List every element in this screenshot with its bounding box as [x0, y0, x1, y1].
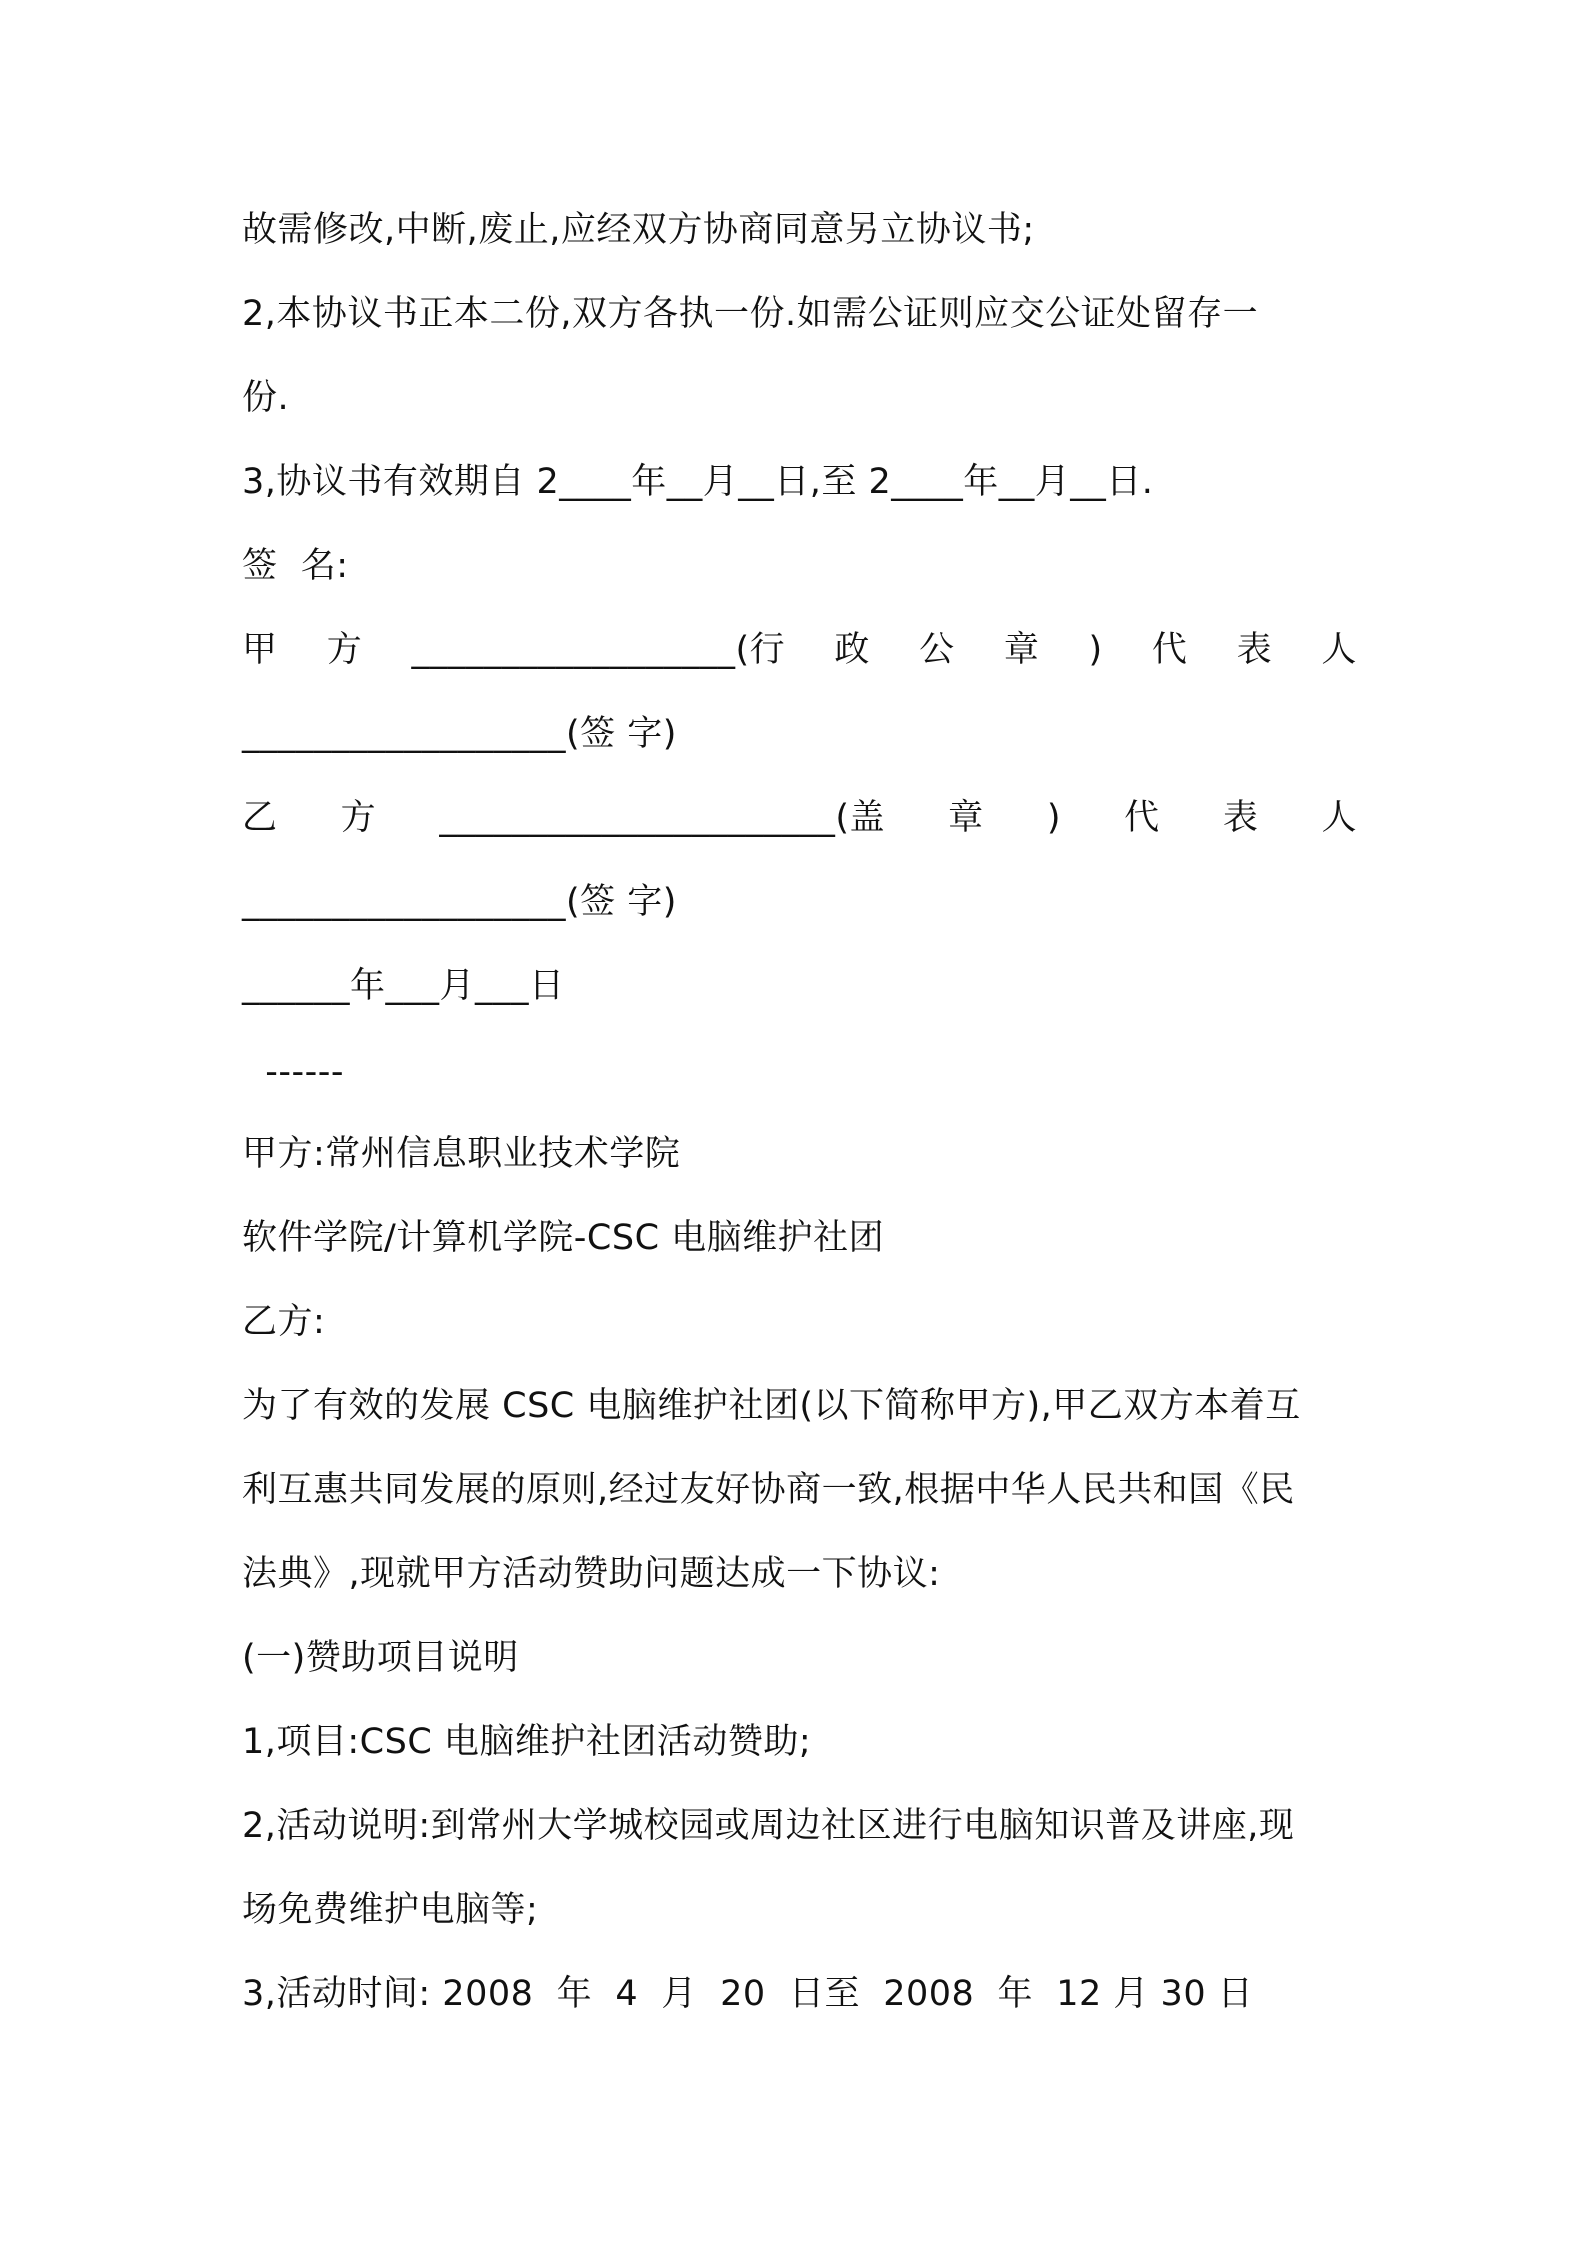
text-line: 2,活动说明:到常州大学城校园或周边社区进行电脑知识普及讲座,现 [242, 1806, 1295, 1846]
sign-token: 公 [919, 630, 955, 670]
sign-token: 表 [1236, 630, 1273, 670]
sign-token: 人 [1321, 630, 1357, 670]
text-line: 甲方:常州信息职业技术学院 [242, 1134, 681, 1174]
sign-token: 表 [1222, 798, 1259, 838]
sign-token: ) [1046, 798, 1061, 838]
text-line: 2,本协议书正本二份,双方各执一份.如需公证则应交公证处留存一 [242, 294, 1259, 334]
section-heading: (一)赞助项目说明 [242, 1638, 519, 1678]
party-a-signature-line [242, 620, 1357, 680]
party-b-signature-line [242, 788, 1357, 848]
text-line: 利互惠共同发展的原则,经过友好协商一致,根据中华人民共和国《民 [242, 1470, 1295, 1510]
text-line: 法典》,现就甲方活动赞助问题达成一下协议: [242, 1554, 941, 1594]
sign-token: 方 [326, 630, 363, 670]
text-line: __________________(签 字) [242, 714, 677, 754]
sign-token: ______________________(盖 [439, 798, 885, 838]
text-line: 份. [242, 378, 290, 418]
text-line: 3,协议书有效期自 2____年__月__日,至 2____年__月__日. [242, 462, 1154, 502]
sign-token: 章 [948, 798, 984, 838]
separator-line: ------ [242, 1052, 345, 1092]
sign-token: 方 [340, 798, 377, 838]
text-line: 为了有效的发展 CSC 电脑维护社团(以下简称甲方),甲乙双方本着互 [242, 1386, 1301, 1426]
signature-heading: 签 名: [242, 546, 349, 586]
text-line: 3,活动时间: 2008 年 4 月 20 日至 2008 年 12 月 30 日 [242, 1974, 1254, 2014]
text-line: __________________(签 字) [242, 882, 677, 922]
sign-token: 乙 [242, 798, 278, 838]
text-line: 故需修改,中断,废止,应经双方协商同意另立协议书; [242, 210, 1035, 250]
sign-token: 政 [834, 630, 870, 670]
text-line: 软件学院/计算机学院-CSC 电脑维护社团 [242, 1218, 885, 1258]
sign-token: 章 [1003, 630, 1040, 670]
sign-token: __________________(行 [411, 630, 786, 670]
sign-token: 代 [1124, 798, 1160, 838]
sign-token: 代 [1151, 630, 1188, 670]
text-line: 1,项目:CSC 电脑维护社团活动赞助; [242, 1722, 812, 1762]
text-line: 场免费维护电脑等; [242, 1890, 539, 1930]
date-line: ______年___月___日 [242, 966, 565, 1006]
sign-token: ) [1088, 630, 1103, 670]
sign-token: 甲 [242, 630, 278, 670]
sign-token: 人 [1321, 798, 1357, 838]
text-line: 乙方: [242, 1302, 326, 1342]
